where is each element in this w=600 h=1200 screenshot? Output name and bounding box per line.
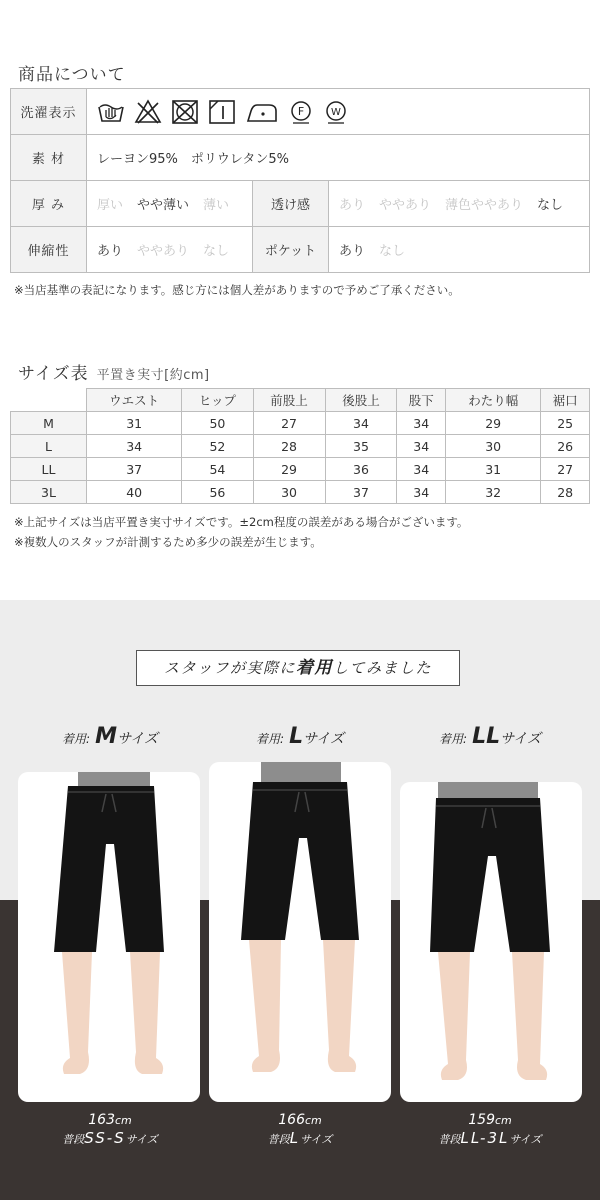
staff-heading xyxy=(136,650,460,686)
height-unit: cm xyxy=(494,1114,512,1127)
table-cell: 32 xyxy=(446,481,541,504)
table-cell: 35 xyxy=(325,435,397,458)
table-cell: 40 xyxy=(87,481,182,504)
size-title-text: サイズ表 xyxy=(18,364,89,384)
thickness-option-selected: やや薄い xyxy=(137,198,190,213)
laundry-label: 洗濯表示 xyxy=(11,89,87,135)
height-unit: cm xyxy=(114,1114,132,1127)
table-cell: 37 xyxy=(325,481,397,504)
column-header: 前股上 xyxy=(253,389,325,412)
table-cell: 31 xyxy=(87,412,182,435)
table-cell: 34 xyxy=(397,412,446,435)
table-cell: 28 xyxy=(541,481,590,504)
table-cell: 52 xyxy=(182,435,253,458)
height-number: 163 xyxy=(88,1112,115,1128)
usual-size: SS-S xyxy=(84,1129,126,1147)
worn-size-label xyxy=(210,724,390,749)
height-unit: cm xyxy=(304,1114,322,1127)
sheer-options xyxy=(329,181,590,227)
table-cell: 31 xyxy=(446,458,541,481)
model-height xyxy=(400,1112,580,1128)
usual-prefix: 普段 xyxy=(438,1133,461,1146)
column-header: 裾口 xyxy=(541,389,590,412)
row-header: 3L xyxy=(11,481,87,504)
table-cell: 34 xyxy=(397,435,446,458)
pants-figure xyxy=(18,772,200,1102)
pocket-option: なし xyxy=(379,244,406,259)
model-photo xyxy=(400,782,582,1102)
table-cell: 29 xyxy=(253,458,325,481)
model-height xyxy=(20,1112,200,1128)
column-header xyxy=(11,389,87,412)
no-bleach-icon xyxy=(134,99,162,125)
sheer-option: 薄色ややあり xyxy=(445,198,524,213)
wet-clean-w-icon xyxy=(323,99,349,125)
table-cell: 37 xyxy=(87,458,182,481)
usual-suffix: サイズ xyxy=(300,1133,333,1146)
table-row xyxy=(11,435,590,458)
model-caption xyxy=(400,1112,580,1147)
worn-suffix: サイズ xyxy=(303,731,345,747)
sheer-option: あり xyxy=(339,198,366,213)
no-tumble-dry-icon xyxy=(171,99,199,125)
table-cell: 56 xyxy=(182,481,253,504)
worn-suffix: サイズ xyxy=(500,731,542,747)
model-photo xyxy=(209,762,391,1102)
worn-size: M xyxy=(95,724,118,749)
thickness-option: 薄い xyxy=(203,198,230,213)
height-number: 159 xyxy=(468,1112,495,1128)
table-cell: 27 xyxy=(253,412,325,435)
column-header: 後股上 xyxy=(325,389,397,412)
table-cell: 34 xyxy=(397,481,446,504)
column-header: 股下 xyxy=(397,389,446,412)
row-header: L xyxy=(11,435,87,458)
table-cell: 34 xyxy=(397,458,446,481)
model-height xyxy=(210,1112,390,1128)
model-photo xyxy=(18,772,200,1102)
table-cell: 30 xyxy=(253,481,325,504)
stretch-option-selected: あり xyxy=(97,244,124,259)
table-cell: 54 xyxy=(182,458,253,481)
usual-suffix: サイズ xyxy=(125,1133,158,1146)
hand-wash-icon xyxy=(97,99,125,125)
table-row xyxy=(11,458,590,481)
height-number: 166 xyxy=(278,1112,305,1128)
worn-size-label xyxy=(20,724,200,749)
sheer-label: 透け感 xyxy=(253,181,329,227)
pocket-label: ポケット xyxy=(253,227,329,273)
material-label: 素 材 xyxy=(11,135,87,181)
table-cell: 34 xyxy=(87,435,182,458)
size-note-2: ※複数人のスタッフが計測するため多少の誤差が生じます。 xyxy=(14,535,322,549)
about-note: ※当店基準の表記になります。感じ方には個人差がありますので予めご了承ください。 xyxy=(14,283,460,297)
stretch-option: なし xyxy=(203,244,230,259)
column-header: ヒップ xyxy=(182,389,253,412)
table-cell: 29 xyxy=(446,412,541,435)
worn-size-label xyxy=(400,724,580,749)
thickness-options xyxy=(87,181,253,227)
table-cell: 25 xyxy=(541,412,590,435)
table-cell: 28 xyxy=(253,435,325,458)
table-cell: 27 xyxy=(541,458,590,481)
staff-heading-c: してみました xyxy=(333,659,433,677)
table-row xyxy=(11,481,590,504)
svg-text:F: F xyxy=(297,104,305,118)
row-header: LL xyxy=(11,458,87,481)
thickness-option: 厚い xyxy=(97,198,124,213)
table-row xyxy=(11,412,590,435)
worn-prefix: 着用: xyxy=(62,732,91,746)
column-header: わたり幅 xyxy=(446,389,541,412)
worn-prefix: 着用: xyxy=(438,732,467,746)
staff-section xyxy=(0,600,600,1200)
worn-size: L xyxy=(289,724,304,749)
pants-figure xyxy=(400,782,582,1102)
worn-size: LL xyxy=(472,724,501,749)
size-table-header xyxy=(11,389,590,412)
stretch-options xyxy=(87,227,253,273)
stretch-label: 伸縮性 xyxy=(11,227,87,273)
svg-text:W: W xyxy=(331,106,341,118)
line-dry-shade-icon xyxy=(208,99,236,125)
thickness-label: 厚 み xyxy=(11,181,87,227)
model-caption xyxy=(210,1112,390,1147)
pants-figure xyxy=(209,762,391,1102)
staff-heading-a: スタッフが実際に xyxy=(163,659,296,677)
material-value: レーヨン95% ポリウレタン5% xyxy=(87,135,590,181)
usual-suffix: サイズ xyxy=(509,1133,542,1146)
worn-prefix: 着用: xyxy=(255,732,285,746)
usual-size: L xyxy=(289,1129,301,1147)
table-cell: 50 xyxy=(182,412,253,435)
size-note-1: ※上記サイズは当店平置き実寸サイズです。±2cm程度の誤差がある場合がございます。 xyxy=(14,515,469,529)
laundry-icons xyxy=(97,99,579,125)
pocket-options xyxy=(329,227,590,273)
low-iron-icon xyxy=(245,99,279,125)
dry-clean-f-icon xyxy=(288,99,314,125)
size-subtitle: 平置き実寸[約cm] xyxy=(96,368,210,383)
usual-prefix: 普段 xyxy=(267,1133,290,1146)
pocket-option-selected: あり xyxy=(339,244,366,259)
table-cell: 36 xyxy=(325,458,397,481)
table-cell: 34 xyxy=(325,412,397,435)
table-cell: 26 xyxy=(541,435,590,458)
worn-suffix: サイズ xyxy=(117,731,158,747)
row-header: M xyxy=(11,412,87,435)
column-header: ウエスト xyxy=(87,389,182,412)
size-table xyxy=(10,388,590,504)
stretch-option: ややあり xyxy=(137,244,190,259)
sheer-option: ややあり xyxy=(379,198,432,213)
table-cell: 30 xyxy=(446,435,541,458)
product-info-table xyxy=(10,88,590,273)
size-title xyxy=(18,359,210,384)
model-caption xyxy=(20,1112,200,1147)
about-title: 商品について xyxy=(18,65,126,85)
usual-prefix: 普段 xyxy=(62,1133,85,1146)
staff-heading-b: 着用 xyxy=(296,658,333,678)
usual-size: LL-3L xyxy=(460,1129,510,1147)
sheer-option-selected: なし xyxy=(537,198,564,213)
